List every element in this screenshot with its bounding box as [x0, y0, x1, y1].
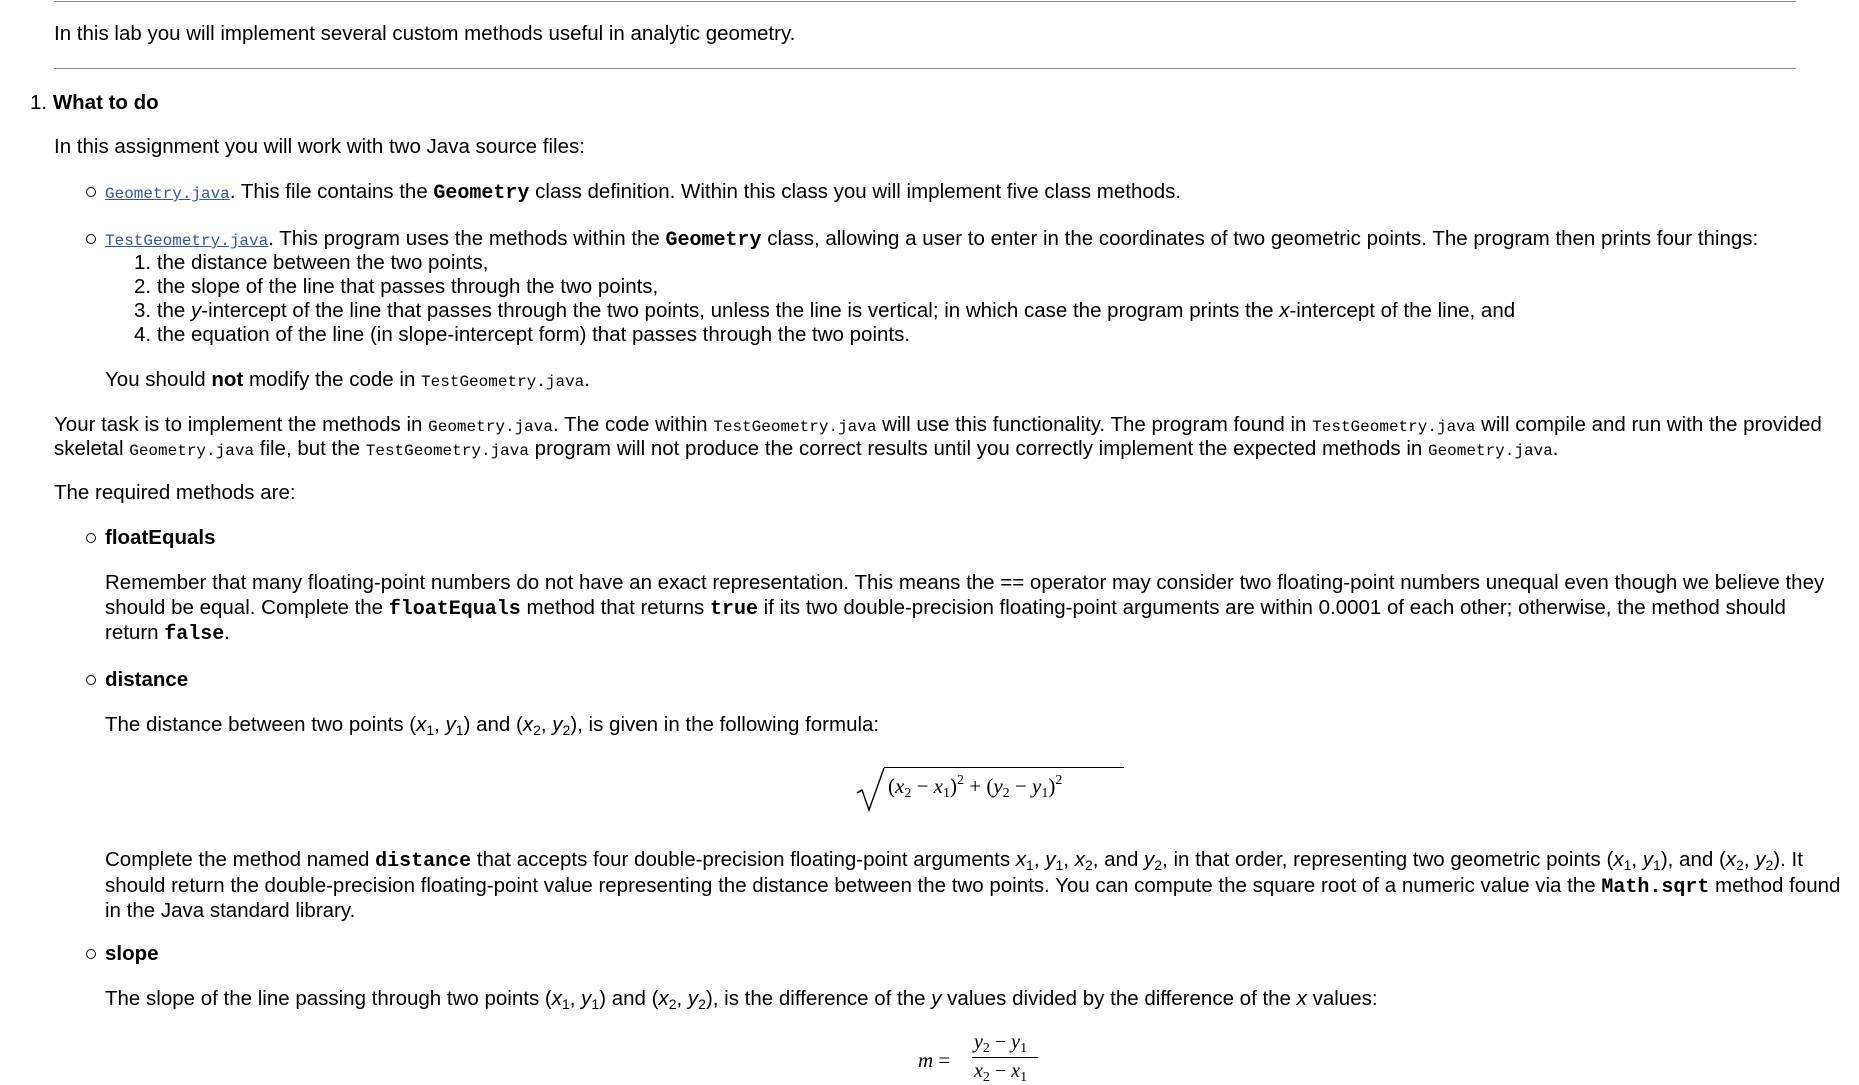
task-text: will compile and run with the provided: [1475, 413, 1822, 436]
sqrt-radical-icon: [856, 766, 886, 812]
file1-text-a: . This file contains the: [229, 180, 434, 203]
file2-text-b: class, allowing a user to enter in the coordinates of two geometric points. The program then prints four things:: [761, 227, 1759, 250]
slope-m: m: [918, 1048, 934, 1072]
distance-text: that accepts four double-precision floating-point arguments: [471, 848, 1016, 871]
float-equals-title: floatEquals: [105, 526, 216, 549]
section-number: 1.: [30, 91, 48, 114]
section-title: What to do: [52, 91, 159, 114]
distance-text: ) and (: [463, 713, 523, 736]
distance-text: method found: [1709, 874, 1841, 897]
list-item: [134, 275, 658, 300]
file2-code: Geometry: [665, 229, 762, 252]
distance-text: ), is given in the following formula:: [570, 713, 880, 736]
distance-text: , in that order, representing two geometric points (: [1162, 848, 1614, 871]
float-code: false: [164, 623, 225, 646]
bullet-circle-icon: [86, 949, 96, 959]
slope-text: values:: [1306, 987, 1378, 1010]
float-code: true: [709, 598, 758, 621]
list-item: [134, 299, 1515, 324]
section-heading: [30, 91, 159, 116]
file2-item: [105, 227, 1758, 253]
no-modify-note: [105, 368, 590, 393]
geometry-java-link[interactable]: Geometry.java: [105, 185, 230, 203]
list-number: 3.: [134, 299, 152, 322]
task-text: program will not produce the correct results until you correctly implement the expected methods in: [528, 437, 1428, 460]
distance-text: Complete the method named: [105, 848, 376, 871]
distance-code: Math.sqrt: [1601, 876, 1710, 899]
float-text: should be equal. Complete the: [105, 596, 389, 619]
distance-text: ), and (: [1660, 848, 1726, 871]
slope-title: slope: [105, 942, 159, 965]
bullet-circle-icon: [86, 675, 96, 685]
float-equals-line-2: [105, 596, 1786, 622]
slope-text: ) and (: [599, 987, 659, 1010]
bullet-circle-icon: [86, 187, 96, 197]
list-text: the equation of the line (in slope-intercept form) that passes through the two points.: [156, 323, 911, 346]
top-rule: [54, 1, 1796, 2]
list-item: [134, 251, 488, 276]
task-code: TestGeometry.java: [713, 418, 877, 436]
distance-intro: The distance between two points ($x_1$, $y_1$) and ($x_2$, $y_2$), is given in the following formula:: [105, 713, 880, 738]
task-code: Geometry.java: [1427, 442, 1553, 460]
file1-item: [105, 180, 1181, 206]
task-text: skeletal: [54, 437, 130, 460]
list-item: [134, 323, 910, 348]
distance-line-3: in the Java standard library.: [105, 899, 356, 922]
task-code: Geometry.java: [428, 418, 553, 436]
distance-line-2: [105, 874, 1840, 900]
task-text: will use this functionality. The program found in: [876, 413, 1313, 436]
list-text-b: -intercept of the line that passes through the two points, unless the line is vertical; in which case the program prints the: [201, 299, 1280, 322]
distance-text: The distance between two points (: [105, 713, 417, 736]
float-equals-line-1: Remember that many floating-point numbers do not have an exact representation. This means the == operator may consider two floating-point numbers unequal even though we believe they: [105, 571, 1825, 594]
float-text: if its two double-precision floating-point arguments are within 0.0001 of each other; otherwise, the method should: [757, 596, 1786, 619]
float-equals-line-3: [105, 621, 230, 647]
note-text-a: You should: [105, 368, 212, 391]
float-text: return: [105, 621, 165, 644]
var-y: y: [931, 987, 942, 1010]
task-code: TestGeometry.java: [365, 442, 529, 460]
task-line-2: [54, 437, 1559, 462]
slope-intro: The slope of the line passing through two points ($x_1$, $y_1$) and ($x_2$, $y_2$), is the difference of the y values divided by the difference of the x values:: [105, 987, 1378, 1012]
note-code: TestGeometry.java: [421, 373, 585, 391]
testgeometry-java-link[interactable]: TestGeometry.java: [105, 232, 269, 250]
required-methods-label: The required methods are:: [54, 481, 296, 504]
intro-rule: [54, 68, 1796, 69]
file1-code: Geometry: [433, 182, 530, 205]
var-x: x: [1279, 299, 1290, 322]
task-text: .: [1552, 437, 1559, 460]
slope-text: ), is the difference of the: [705, 987, 932, 1010]
var-y: y: [191, 299, 202, 322]
distance-text: should return the double-precision floating-point value representing the distance between the two points. You can compute the square root of a numeric value via the: [105, 874, 1602, 897]
note-text-b: modify the code in: [243, 368, 422, 391]
assignment-intro: In this assignment you will work with two Java source files:: [54, 135, 585, 158]
float-text: .: [224, 621, 230, 644]
float-code: floatEquals: [388, 598, 521, 621]
list-number: 2.: [134, 275, 152, 298]
task-code: TestGeometry.java: [1312, 418, 1476, 436]
slope-text: values divided by the difference of the: [941, 987, 1297, 1010]
task-code: Geometry.java: [129, 442, 255, 460]
note-text-c: .: [584, 368, 590, 391]
distance-code: distance: [375, 850, 472, 873]
file2-text-a: . This program uses the methods within the: [268, 227, 666, 250]
list-text-c: -intercept of the line, and: [1289, 299, 1516, 322]
note-bold: not: [211, 368, 244, 391]
list-text: the distance between the two points,: [156, 251, 489, 274]
list-text: the slope of the line that passes through the two points,: [156, 275, 659, 298]
float-text: method that returns: [520, 596, 710, 619]
distance-text: , and: [1092, 848, 1145, 871]
list-number: 4.: [134, 323, 152, 346]
list-number: 1.: [134, 251, 152, 274]
list-text-a: the: [156, 299, 192, 322]
task-text: Your task is to implement the methods in: [54, 413, 429, 436]
task-line-1: [54, 413, 1822, 438]
slope-text: The slope of the line passing through two points (: [105, 987, 552, 1010]
bullet-circle-icon: [86, 533, 96, 543]
bullet-circle-icon: [86, 234, 96, 244]
distance-title: distance: [105, 668, 189, 691]
intro-text: In this lab you will implement several custom methods useful in analytic geometry.: [54, 22, 796, 45]
distance-text: ). It: [1773, 848, 1803, 871]
task-text: file, but the: [254, 437, 366, 460]
var-x: x: [1296, 987, 1307, 1010]
task-text: . The code within: [552, 413, 714, 436]
file1-text-b: class definition. Within this class you will implement five class methods.: [529, 180, 1182, 203]
distance-line-1: Complete the method named distance that accepts four double-precision floating-point arguments $x_1$, $y_1$, $x_2$, and $y_2$, in that order, representing two geometric points ($x_1$, $y_1$), and ($x_2$, $y_2$). It: [105, 848, 1803, 873]
